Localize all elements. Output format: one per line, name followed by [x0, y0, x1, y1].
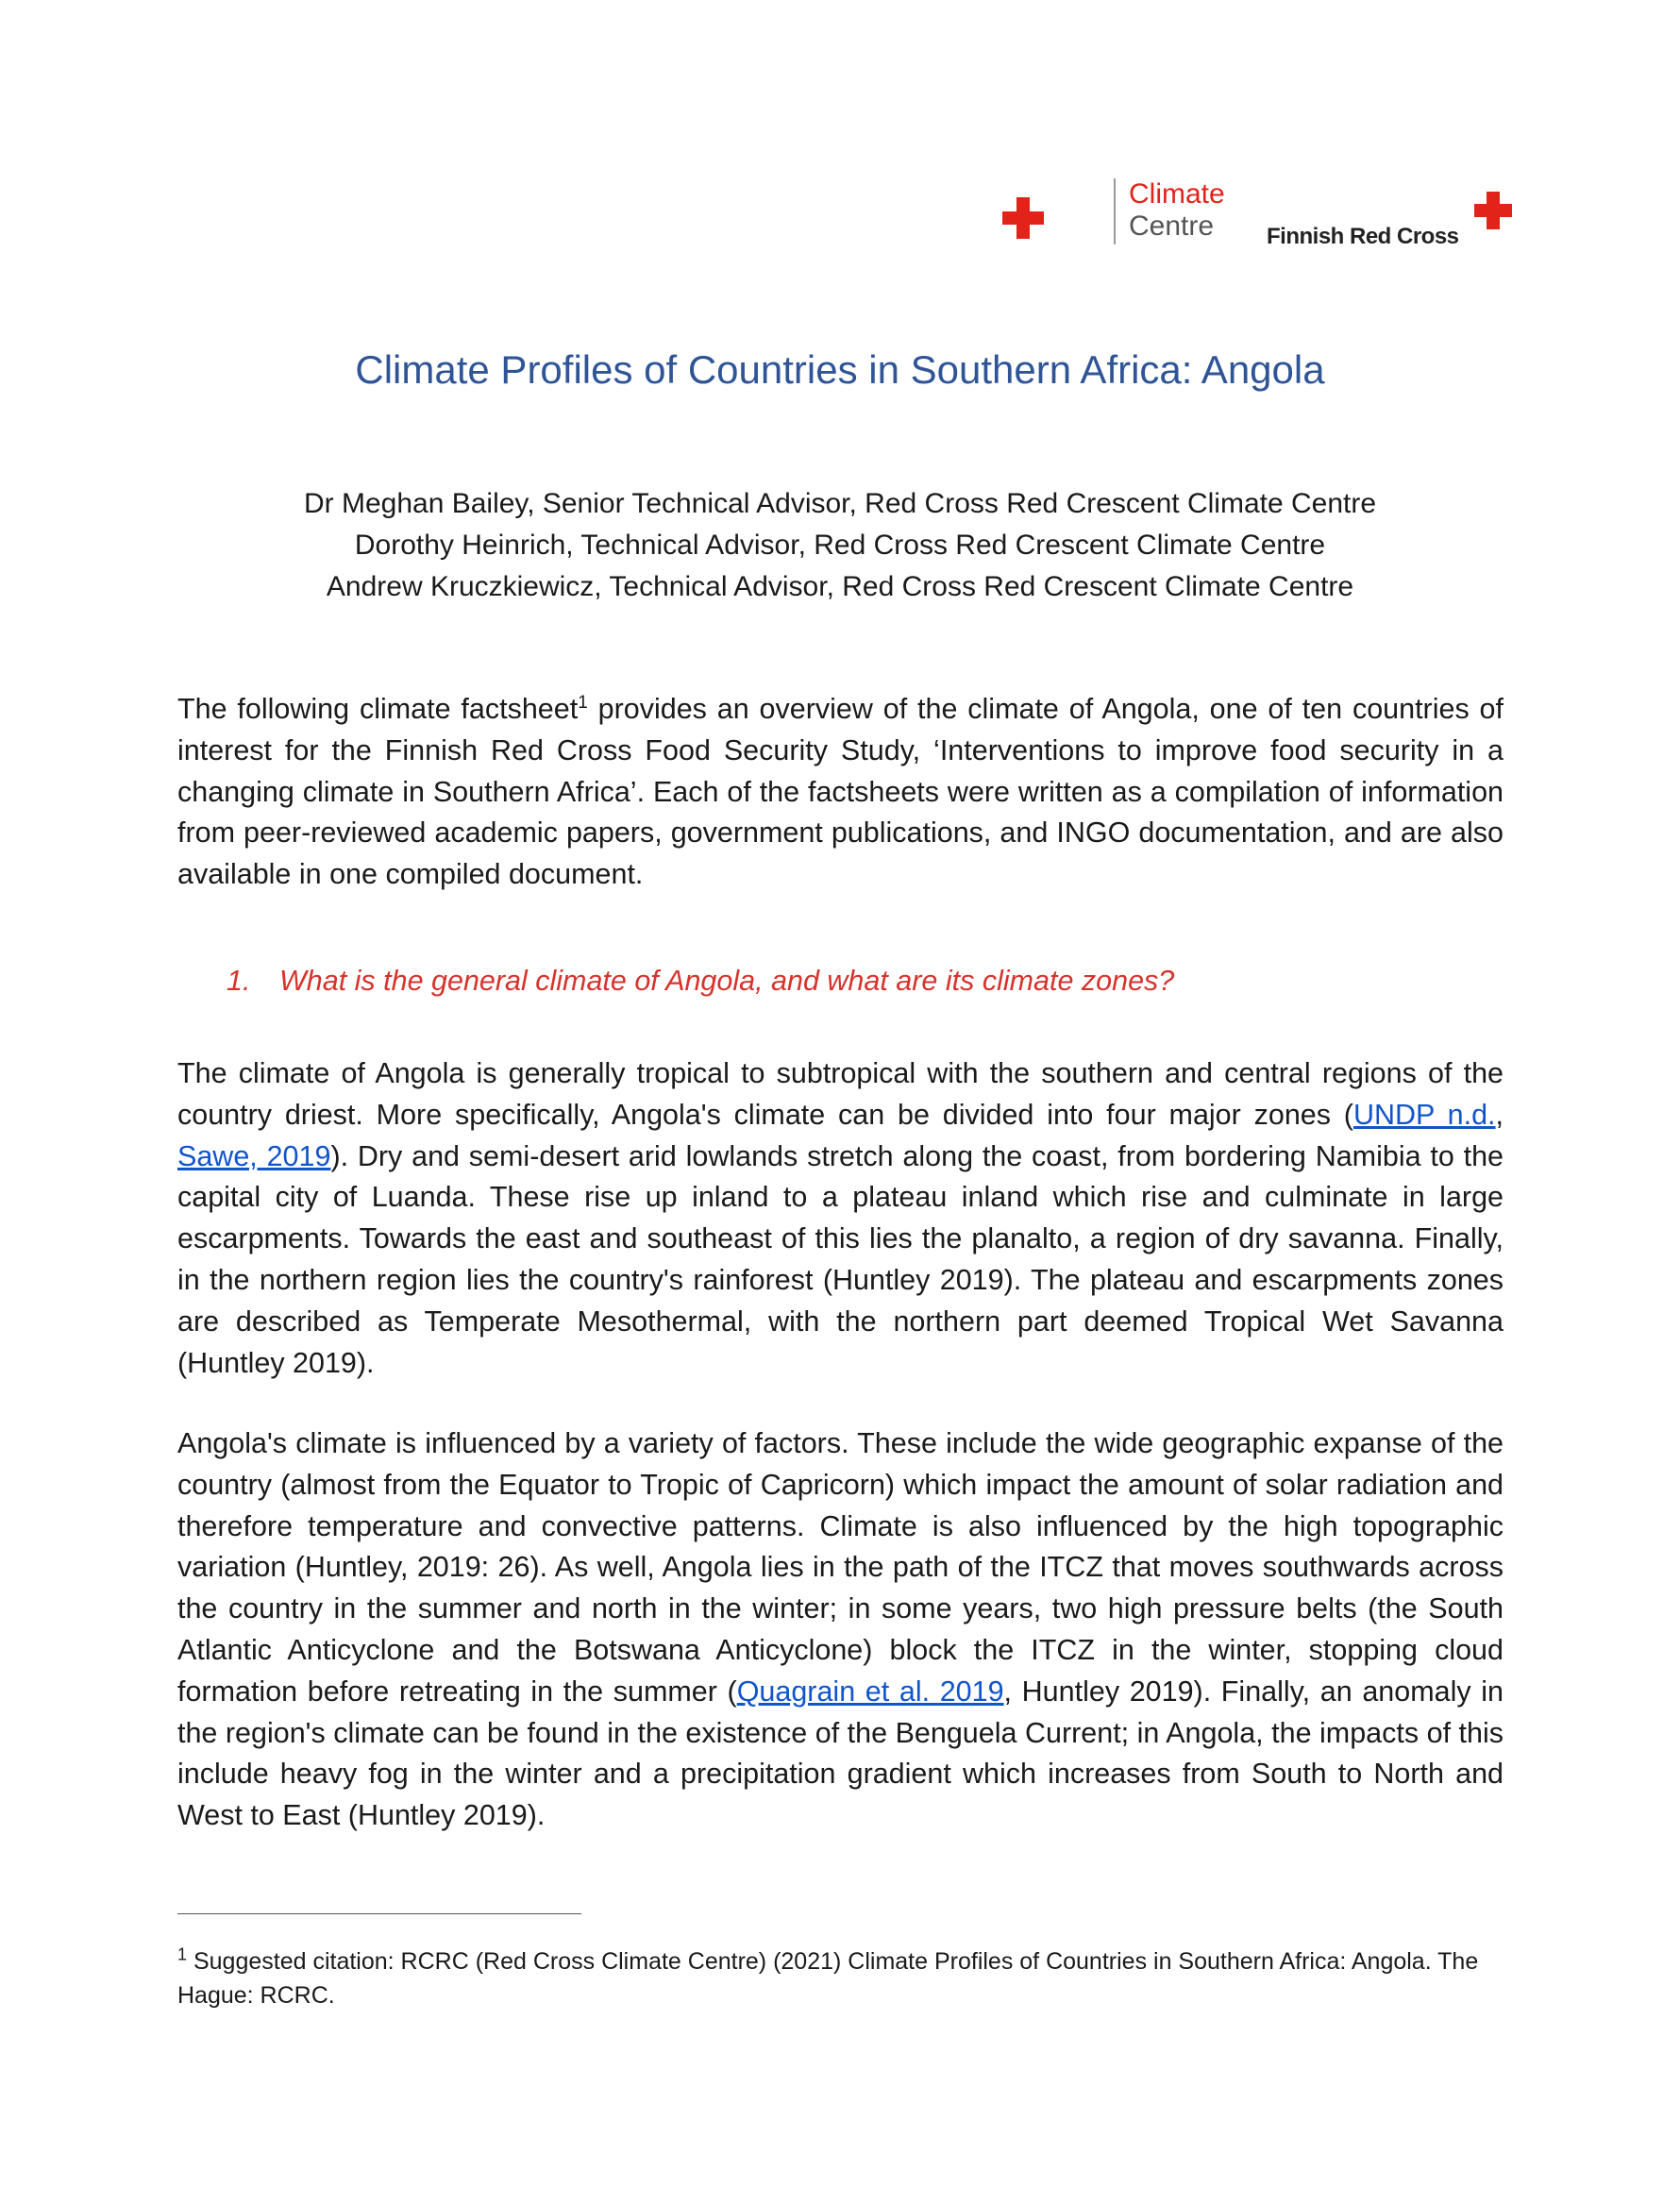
intro-text-cont: provides an overview of the climate of Angola, one of ten countries of interest for the Finnish Red Cross Food Security Study, ‘Interventions to improve food security in a changing climate in Southern Africa’. Each of the factsheets were written as a compilation of information from peer-reviewed academic papers, government publications, and INGO documentation, and are also available in one compiled document.	[177, 693, 1504, 891]
author-line: Dorothy Heinrich, Technical Advisor, Red Cross Red Crescent Climate Centre	[354, 530, 1326, 561]
author-list	[0, 483, 1680, 608]
intro-text: The following climate factsheet	[177, 693, 579, 725]
para-text: ,	[1495, 1098, 1504, 1131]
finnish-red-cross-logo	[1267, 192, 1512, 260]
footnote-text: Suggested citation: RCRC (Red Cross Climate Centre) (2021) Climate Profiles of Countries in Southern Africa: Angola. The Hague: RCRC.	[177, 1948, 1479, 2009]
red-cross-icon	[1474, 192, 1512, 229]
para-text: , Huntley 2019). Finally, an anomaly in the region's climate can be found in the existence of the Benguela Current; in Angola, the impacts of this include heavy fog in the winter and a precipitation gradient which increases from South to North and West to East (Huntley 2019).	[177, 1675, 1504, 1832]
climate-centre-line1: Climate	[1129, 178, 1225, 210]
climate-centre-logo-text	[1129, 178, 1225, 243]
footnote	[177, 1944, 1518, 2012]
para-text: Angola's climate is influenced by a variety of factors. These include the wide geographic expanse of the country (almost from the Equator to Tropic of Capricorn) which impact the amount of solar radiation and therefore temperature and convective patterns. Climate is also influenced by the high topographic variation (Huntley, 2019: 26). As well, Angola lies in the path of the ITCZ that moves southwards across the country in the summer and north in the winter; in some years, two high pressure belts (the South Atlantic Anticyclone and the Botswana Anticyclone) block the ITCZ in the winter, stopping cloud formation before retreating in the summer (	[177, 1427, 1504, 1708]
author-line: Dr Meghan Bailey, Senior Technical Advisor, Red Cross Red Crescent Climate Centre	[303, 488, 1377, 519]
link-undp[interactable]: UNDP n.d.	[1352, 1098, 1496, 1131]
author-line: Andrew Kruczkiewicz, Technical Advisor, Red Cross Red Crescent Climate Centre	[326, 571, 1354, 602]
header-logos	[1000, 156, 1510, 260]
logo-divider	[1114, 178, 1116, 244]
document-title: Climate Profiles of Countries in Southern Africa: Angola	[355, 347, 1325, 392]
footnote-ref[interactable]: 1	[578, 692, 588, 713]
footnote-divider	[177, 1913, 581, 1914]
climate-centre-line2: Centre	[1129, 210, 1215, 242]
climate-zones-paragraph	[177, 1053, 1504, 1384]
para-text: ). Dry and semi-desert arid lowlands stretch along the coast, from bordering Namibia to the capital city of Luanda. These rise up inland to a plateau inland which rise and culminate in large escarpments. Towards the east and southeast of this lies the planalto, a region of dry savanna. Finally, in the northern region lies the country's rainforest (Huntley 2019). The plateau and escarpments zones are described as Temperate Mesothermal, with the northern part deemed Tropical Wet Savanna (Huntley 2019).	[177, 1139, 1504, 1379]
section-heading-text: What is the general climate of Angola, and what are its climate zones?	[279, 965, 1175, 997]
link-sawe[interactable]: Sawe, 2019	[177, 1139, 331, 1172]
intro-paragraph	[177, 689, 1504, 896]
section-heading	[227, 965, 1174, 998]
finnish-red-cross-label: Finnish Red Cross	[1267, 224, 1459, 249]
footnote-number: 1	[177, 1944, 188, 1964]
section-number: 1.	[227, 965, 251, 997]
climate-factors-paragraph	[177, 1423, 1504, 1837]
para-text: The climate of Angola is generally tropical to subtropical with the southern and central regions of the country driest. More specifically, Angola's climate can be divided into four major zones (	[177, 1057, 1504, 1131]
red-cross-crescent-logo	[1000, 192, 1104, 244]
link-quagrain[interactable]: Quagrain et al. 2019	[736, 1675, 1004, 1708]
